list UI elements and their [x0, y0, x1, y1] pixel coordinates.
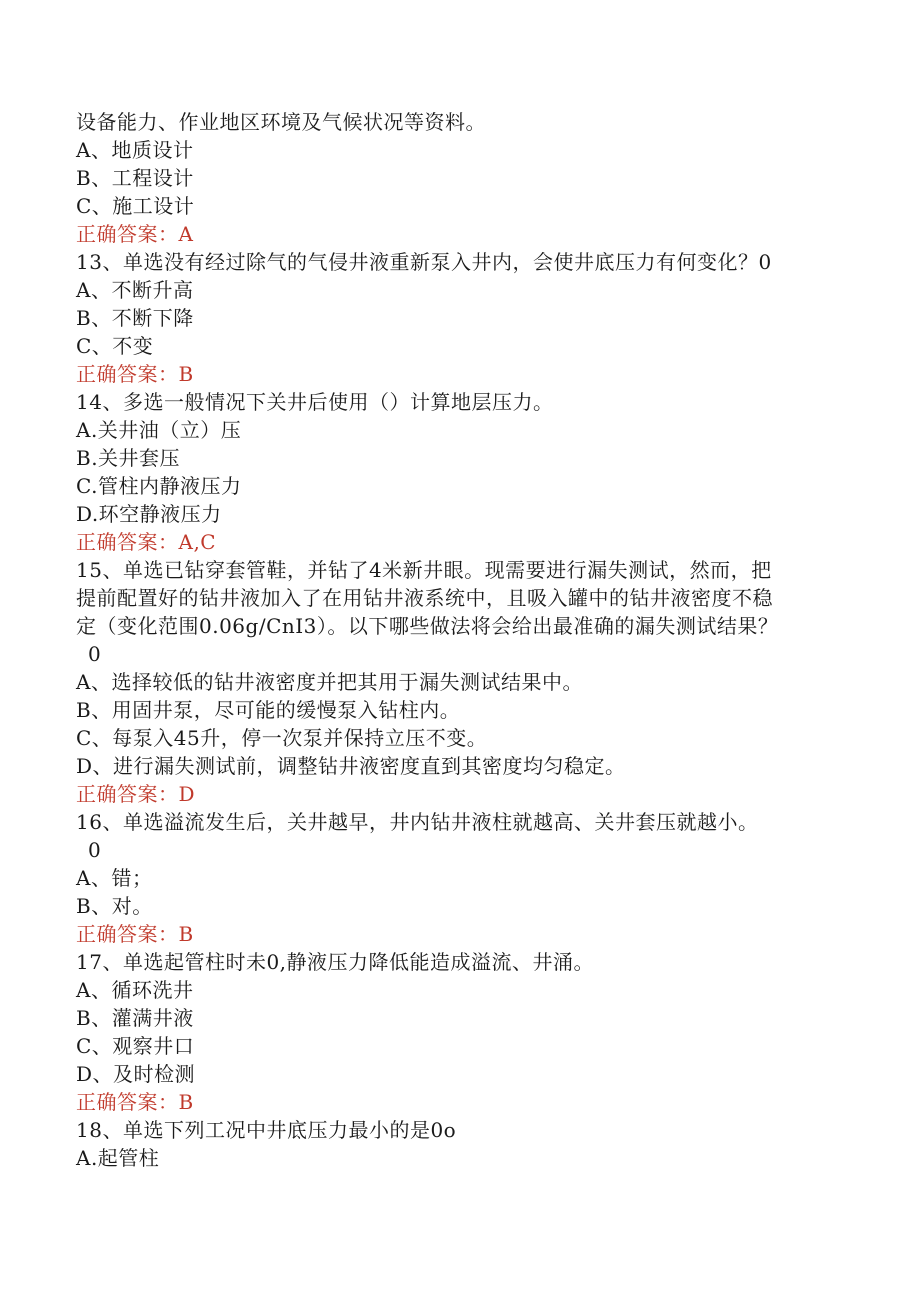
answer-line: 正确答案：A [76, 222, 194, 246]
option-line: C.管柱内静液压力 [76, 474, 242, 498]
option-line: A.起管柱 [76, 1146, 160, 1170]
option-line: A、地质设计 [76, 138, 194, 162]
option-line: A、错； [76, 866, 153, 890]
paren-line: 0 [88, 642, 102, 666]
option-line: D、及时检测 [76, 1062, 196, 1086]
answer-line: 正确答案：B [76, 922, 194, 946]
option-line: B、工程设计 [76, 166, 194, 190]
question-line: 16、单选溢流发生后，关井越早，井内钻井液柱就越高、关井套压就越小。 [76, 810, 759, 834]
option-line: D、进行漏失测试前，调整钻井液密度直到其密度均匀稳定。 [76, 754, 626, 778]
answer-line: 正确答案：A,C [76, 530, 217, 554]
question-line: 14、多选一般情况下关井后使用（）计算地层压力。 [76, 390, 554, 414]
option-line: D.环空静液压力 [76, 502, 222, 526]
option-line: B、用固井泵，尽可能的缓慢泵入钻柱内。 [76, 698, 461, 722]
option-line: B、不断下降 [76, 306, 194, 330]
option-line: B、灌满井液 [76, 1006, 194, 1030]
question-line: 13、单选没有经过除气的气侵井液重新泵入井内，会使井底压力有何变化？0 [76, 250, 772, 274]
option-line: A、不断升高 [76, 278, 194, 302]
answer-line: 正确答案：B [76, 362, 194, 386]
question-line: 15、单选已钻穿套管鞋，并钻了4米新井眼。现需要进行漏失测试，然而，把 [76, 558, 772, 582]
option-line: A、循环洗井 [76, 978, 194, 1002]
paren-line: 0 [88, 838, 102, 862]
option-line: C、观察井口 [76, 1034, 195, 1058]
answer-line: 正确答案：B [76, 1090, 194, 1114]
option-line: B、对。 [76, 894, 153, 918]
question-line: 提前配置好的钻井液加入了在用钻井液系统中，且吸入罐中的钻井液密度不稳 [76, 586, 773, 610]
option-line: B.关井套压 [76, 446, 181, 470]
option-line: C、每泵入45升，停一次泵并保持立压不变。 [76, 726, 488, 750]
answer-line: 正确答案：D [76, 782, 196, 806]
question-line: 17、单选起管柱时未0,静液压力降低能造成溢流、井涌。 [76, 950, 595, 974]
question-line: 定（变化范围0.06g/CnI3）。以下哪些做法将会给出最准确的漏失测试结果？ [76, 614, 779, 638]
text-line: 设备能力、作业地区环境及气候状况等资料。 [76, 110, 486, 134]
document-page [76, 108, 846, 1172]
option-line: C、不变 [76, 334, 154, 358]
option-line: A、选择较低的钻井液密度并把其用于漏失测试结果中。 [76, 670, 583, 694]
option-line: C、施工设计 [76, 194, 195, 218]
option-line: A.关井油（立）压 [76, 418, 242, 442]
question-line: 18、单选下列工况中井底压力最小的是0o [76, 1118, 457, 1142]
